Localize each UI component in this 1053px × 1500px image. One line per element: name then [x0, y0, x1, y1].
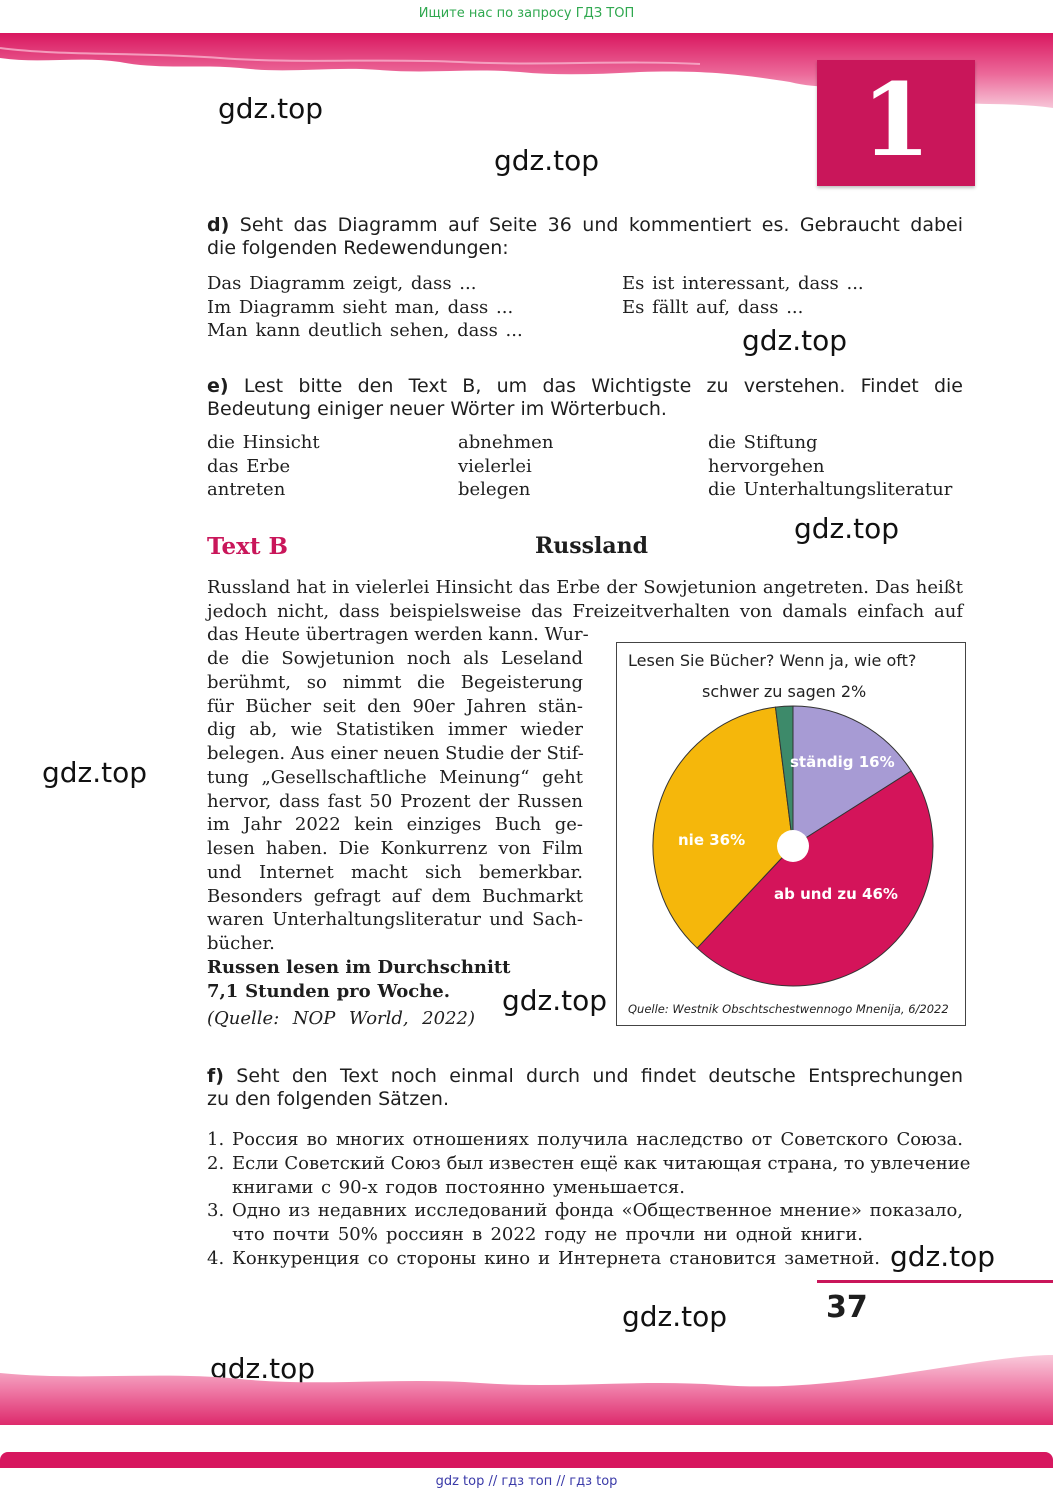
text-b-line: im Jahr 2022 kein einziges Buch ge-: [207, 814, 583, 835]
chapter-number-box: 1: [817, 60, 975, 186]
task-d-line1: Seht das Diagramm auf Seite 36 und kommentiert es. Gebraucht dabei: [239, 214, 963, 236]
slice-label-ab-und-zu: ab und zu 46%: [774, 885, 898, 903]
bottom-note: gdz top // гдз топ // гдз top: [435, 1474, 618, 1489]
list-number: 3.: [207, 1200, 225, 1221]
watermark: gdz.top: [210, 1352, 316, 1385]
task-d-letter: d): [207, 214, 230, 236]
vocab-word: belegen: [458, 479, 531, 500]
list-item-line: что почти 50% россиян в 2022 году не прочли ни одной книги.: [232, 1224, 863, 1245]
text-b-line: dig ab, wie Statistiken immer wieder: [207, 719, 583, 740]
task-d-instruction: [207, 214, 963, 237]
phrase-item: Es ist interessant, dass ...: [622, 273, 864, 294]
vocab-word: antreten: [207, 479, 286, 500]
vocab-word: das Erbe: [207, 456, 291, 477]
list-item-line: Россия во многих отношениях получила наследство от Советского Союза.: [232, 1129, 963, 1150]
task-f-instruction: [207, 1065, 963, 1088]
text-b-line: Besonders gefragt auf dem Buchmarkt: [207, 886, 583, 907]
phrase-item: Im Diagramm sieht man, dass ...: [207, 297, 514, 318]
slice-label-staendig: ständig 16%: [790, 753, 895, 771]
watermark: gdz.top: [742, 324, 848, 357]
list-item-line: Если Советский Союз был известен ещё как читающая страна, то увлечение: [232, 1153, 971, 1174]
task-f-letter: f): [207, 1065, 224, 1087]
task-e-instruction: [207, 375, 963, 398]
text-b-line: belegen. Aus einer neuen Studie der Stif-: [207, 743, 584, 764]
top-search-note: Ищите нас по запросу ГДЗ ТОП: [418, 6, 635, 21]
text-b-line: für Bücher seit den 90er Jahren stän-: [207, 696, 583, 717]
text-b-line: tung „Gesellschaftliche Meinung“ geht: [207, 767, 583, 788]
text-b-source: (Quelle: NOP World, 2022): [207, 1008, 475, 1029]
list-item-line: Одно из недавних исследований фонда «Общественное мнение» показало,: [232, 1200, 963, 1221]
vocab-word: vielerlei: [458, 456, 532, 477]
watermark: gdz.top: [218, 92, 324, 125]
slice-label-nie: nie 36%: [678, 831, 746, 849]
chart-source: Quelle: Westnik Obschtschestwennogo Mnenija, 6/2022: [628, 1002, 949, 1016]
task-d-line2: die folgenden Redewendungen:: [207, 237, 509, 259]
watermark: gdz.top: [622, 1300, 728, 1333]
task-f-line2: zu den folgenden Sätzen.: [207, 1088, 449, 1110]
text-b-line: waren Unterhaltungsliteratur und Sach-: [207, 909, 583, 930]
text-b-bold-line: Russen lesen im Durchschnitt: [207, 957, 511, 978]
text-b-line: Russland hat in vielerlei Hinsicht das Erbe der Sowjetunion angetreten. Das heißt: [207, 577, 963, 598]
list-item-line: книгами с 90-х годов постоянно уменьшается.: [232, 1177, 685, 1198]
slice-label-schwer-zu-sagen: schwer zu sagen 2%: [702, 682, 867, 701]
watermark: gdz.top: [502, 984, 608, 1017]
watermark: gdz.top: [794, 512, 900, 545]
text-b-line: de die Sowjetunion noch als Leseland: [207, 648, 583, 669]
task-e-letter: e): [207, 375, 229, 397]
text-b-line: und Internet macht sich bemerkbar.: [207, 862, 583, 883]
vocab-word: die Stiftung: [708, 432, 818, 453]
task-e-line2: Bedeutung einiger neuer Wörter im Wörterbuch.: [207, 398, 667, 420]
phrase-item: Es fällt auf, dass ...: [622, 297, 804, 318]
vocab-word: abnehmen: [458, 432, 554, 453]
chart-title: Lesen Sie Bücher? Wenn ja, wie oft?: [628, 651, 917, 670]
text-b-line: das Heute übertragen werden kann. Wur-: [207, 624, 589, 645]
phrase-item: Man kann deutlich sehen, dass ...: [207, 320, 523, 341]
watermark: gdz.top: [890, 1240, 996, 1273]
watermark: gdz.top: [494, 144, 600, 177]
text-b-line: berühmt, so nimmt die Begeisterung: [207, 672, 583, 693]
task-e-line1: Lest bitte den Text B, um das Wichtigste zu verstehen. Findet die: [243, 375, 963, 397]
bottom-bar: [0, 1452, 1053, 1468]
phrase-item: Das Diagramm zeigt, dass ...: [207, 273, 477, 294]
task-f-line1: Seht den Text noch einmal durch und findet deutsche Entsprechungen: [236, 1065, 963, 1087]
text-b-label: Text B: [207, 533, 288, 560]
watermark: gdz.top: [42, 756, 148, 789]
vocab-word: die Hinsicht: [207, 432, 320, 453]
footer-decorative-band: [0, 1355, 1053, 1425]
list-number: 1.: [207, 1129, 225, 1150]
text-b-line: bücher.: [207, 933, 275, 954]
text-b-line: jedoch nicht, dass beispielsweise das Freizeitverhalten von damals einfach auf: [207, 601, 963, 622]
list-item-line: Конкуренция со стороны кино и Интернета становится заметной.: [232, 1248, 880, 1269]
pie-center-hole: [777, 830, 809, 862]
vocab-word: hervorgehen: [708, 456, 825, 477]
text-b-bold-line: 7,1 Stunden pro Woche.: [207, 981, 450, 1002]
text-b-line: lesen haben. Die Konkurrenz von Film: [207, 838, 583, 859]
pie-chart: [617, 643, 964, 1024]
pie-chart-box: [616, 642, 966, 1026]
page-number: 37: [826, 1290, 868, 1325]
vocab-word: die Unterhaltungsliteratur: [708, 479, 953, 500]
page-number-rule: [817, 1280, 1053, 1283]
text-b-line: hervor, dass fast 50 Prozent der Russen: [207, 791, 583, 812]
list-number: 2.: [207, 1153, 225, 1174]
list-number: 4.: [207, 1248, 225, 1269]
text-b-title: Russland: [535, 533, 649, 559]
